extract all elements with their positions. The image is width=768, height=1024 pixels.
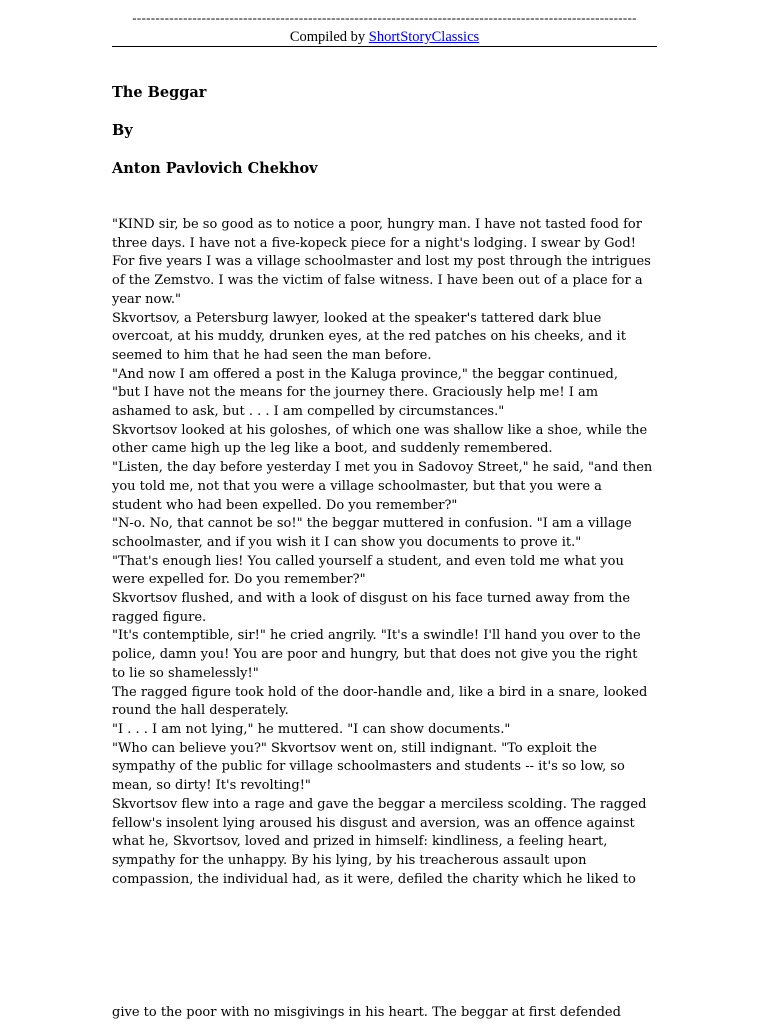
paragraph-line: three days. I have not a five-kopeck piece for a night's lodging. I swear by God! (112, 235, 636, 251)
paragraph-line: overcoat, at his muddy, drunken eyes, at the red patches on his cheeks, and it (112, 329, 626, 345)
story-author: Anton Pavlovich Chekhov (112, 160, 318, 177)
paragraph-line: "It's contemptible, sir!" he cried angrily. "It's a swindle! I'll hand you over to the (112, 628, 641, 644)
paragraph-line: Skvortsov looked at his goloshes, of which one was shallow like a shoe, while the (112, 422, 648, 438)
paragraph-line: mean, so dirty! It's revolting!" (112, 778, 311, 794)
story-paragraph (112, 721, 657, 740)
paragraph-line: fellow's insolent lying aroused his disgust and aversion, was an offence against (112, 815, 635, 831)
paragraph-line: you told me, not that you were a village schoolmaster, but that you were a (112, 478, 602, 494)
compiled-by-label: Compiled by (289, 29, 369, 45)
paragraph-line: schoolmaster, and if you wish it I can show you documents to prove it." (112, 534, 582, 550)
paragraph-line: of the Zemstvo. I was the victim of false witness. I have been out of a place for a (112, 273, 643, 289)
paragraph-line: to lie so shamelessly!" (112, 665, 259, 681)
header-dash-separator: ------------------------------------------------------------------------------------------------------------- (132, 11, 637, 25)
story-paragraph (112, 366, 657, 422)
story-paragraph (112, 310, 657, 366)
story-paragraph (112, 216, 657, 310)
paragraph-line: The ragged figure took hold of the door-handle and, like a bird in a snare, looked (112, 684, 648, 700)
compiled-by-line (112, 28, 657, 46)
paragraph-line: "I . . . I am not lying," he muttered. "I can show documents." (112, 721, 511, 737)
paragraph-line: what he, Skvortsov, loved and prized in himself: kindliness, a feeling heart, (112, 834, 608, 850)
paragraph-line: ragged figure. (112, 609, 207, 625)
story-paragraph (112, 459, 657, 515)
story-paragraph (112, 627, 657, 683)
paragraph-line: were expelled for. Do you remember?" (112, 572, 366, 588)
paragraph-line: "And now I am offered a post in the Kaluga province," the beggar continued, (112, 366, 618, 382)
paragraph-line: Skvortsov flew into a rage and gave the beggar a merciless scolding. The ragged (112, 796, 647, 812)
paragraph-line: compassion, the individual had, as it were, defiled the charity which he liked to (112, 871, 636, 887)
paragraph-line: Skvortsov flushed, and with a look of disgust on his face turned away from the (112, 591, 631, 607)
story-paragraph (112, 740, 657, 796)
paragraph-line: ashamed to ask, but . . . I am compelled by circumstances." (112, 404, 505, 420)
paragraph-line: student who had been expelled. Do you remember?" (112, 497, 458, 513)
paragraph-line: sympathy for the unhappy. By his lying, by his treacherous assault upon (112, 852, 587, 868)
story-body (112, 216, 657, 889)
story-paragraph (112, 515, 657, 552)
paragraph-line: For five years I was a village schoolmaster and lost my post through the intrigues (112, 254, 651, 270)
paragraph-line: round the hall desperately. (112, 703, 289, 719)
paragraph-line: "N-o. No, that cannot be so!" the beggar muttered in confusion. "I am a village (112, 516, 632, 532)
story-paragraph (112, 553, 657, 590)
header-rule (112, 46, 657, 47)
paragraph-line: year now." (112, 291, 182, 307)
paragraph-line: "That's enough lies! You called yourself a student, and even told me what you (112, 553, 624, 569)
story-paragraph (112, 796, 657, 890)
paragraph-line: "Who can believe you?" Skvortsov went on, still indignant. "To exploit the (112, 740, 597, 756)
story-paragraph (112, 590, 657, 627)
story-paragraph (112, 684, 657, 721)
paragraph-line: Skvortsov, a Petersburg lawyer, looked at the speaker's tattered dark blue (112, 310, 602, 326)
paragraph-line: sympathy of the public for village schoolmasters and students -- it's so low, so (112, 759, 625, 775)
paragraph-line: seemed to him that he had seen the man before. (112, 347, 432, 363)
paragraph-line: "Listen, the day before yesterday I met you in Sadovoy Street," he said, "and then (112, 460, 653, 476)
story-title: The Beggar (112, 84, 207, 101)
story-by-label: By (112, 122, 133, 139)
paragraph-line: "KIND sir, be so good as to notice a poor, hungry man. I have not tasted food for (112, 217, 642, 232)
next-page-line: give to the poor with no misgivings in his heart. The beggar at first defended (112, 1005, 621, 1020)
paragraph-line: "but I have not the means for the journey there. Graciously help me! I am (112, 385, 599, 401)
paragraph-line: police, damn you! You are poor and hungry, but that does not give you the right (112, 647, 638, 663)
paragraph-line: other came high up the leg like a boot, and suddenly remembered. (112, 441, 553, 457)
story-paragraph (112, 422, 657, 459)
shortstoryclassics-link[interactable]: ShortStoryClassics (368, 29, 480, 45)
